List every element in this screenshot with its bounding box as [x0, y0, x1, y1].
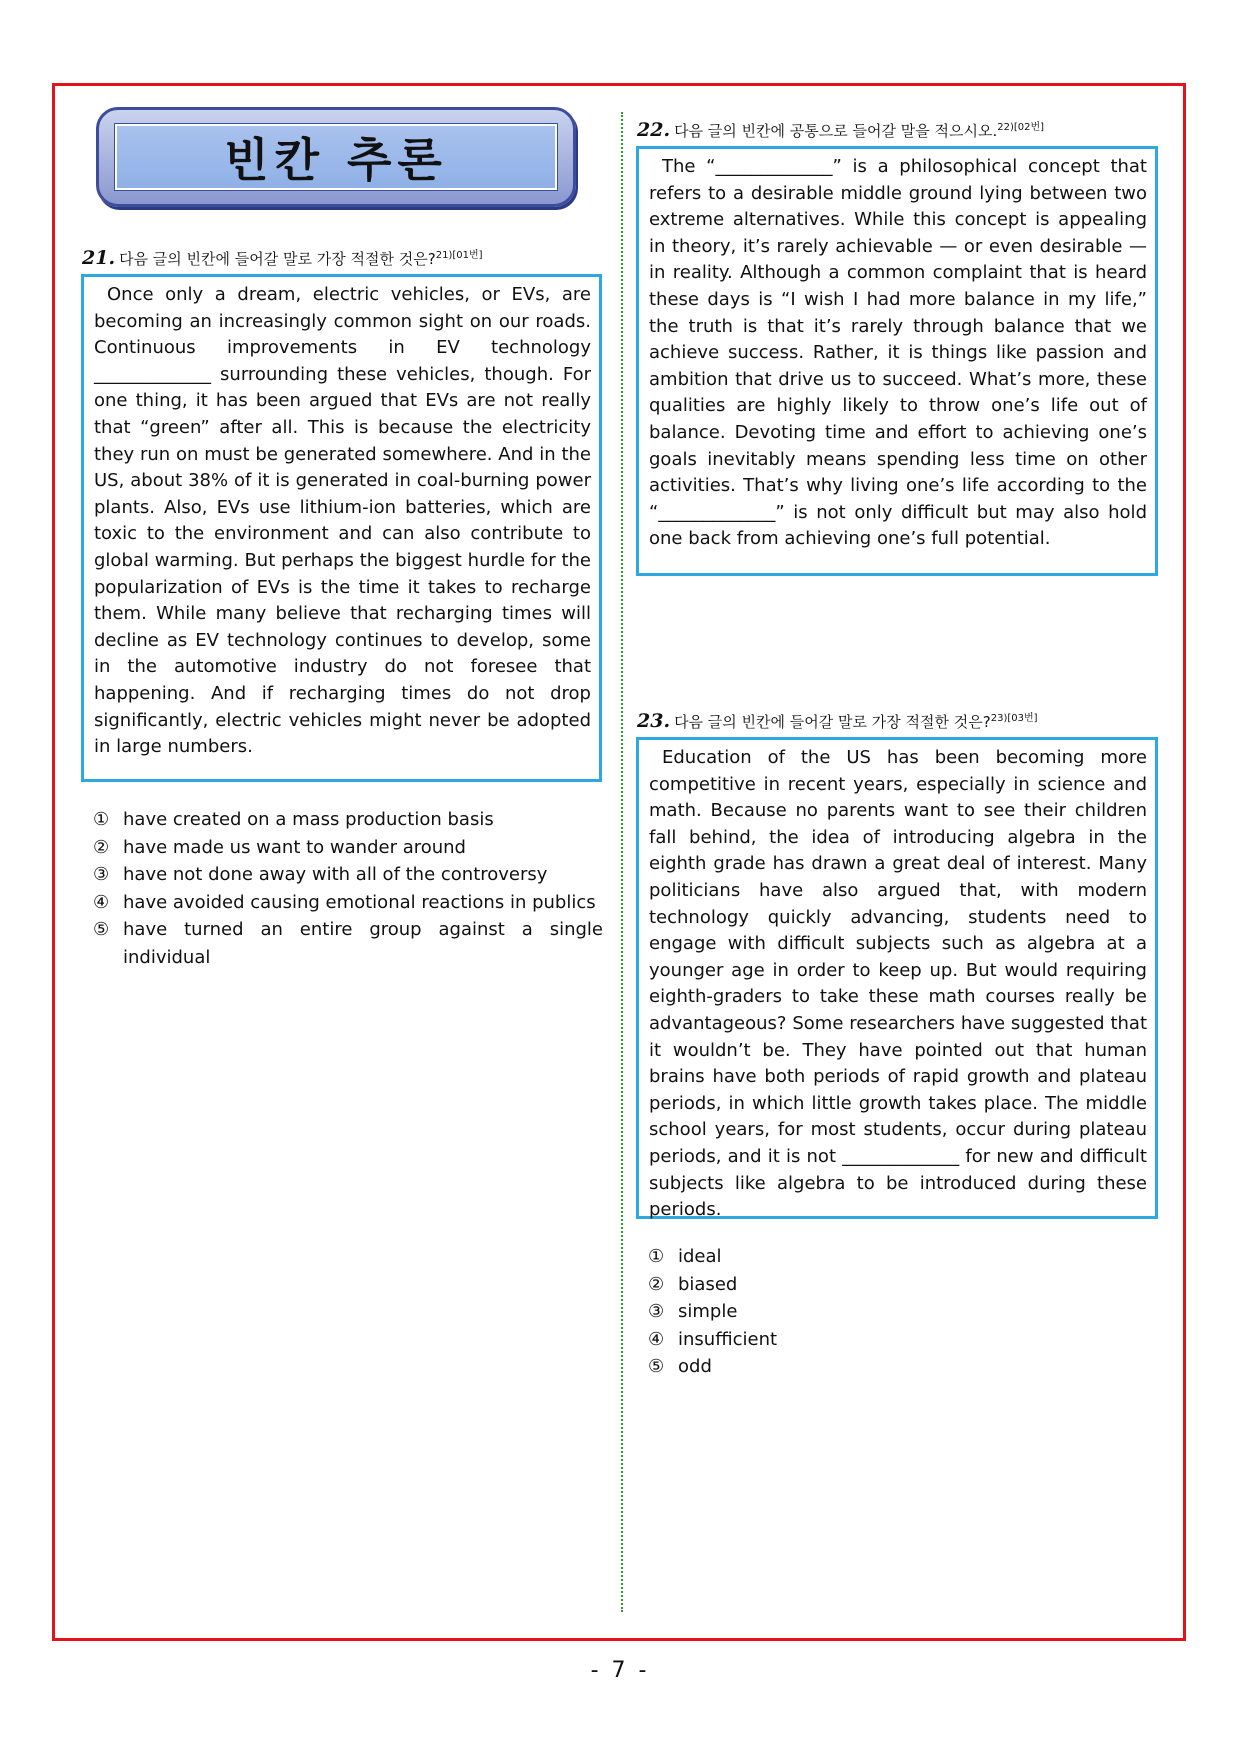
question-22-header — [637, 118, 1044, 141]
choice-text: have made us want to wander around — [123, 836, 466, 858]
choice-mark: ① — [93, 809, 110, 830]
choice-item[interactable] — [648, 1298, 948, 1326]
choice-item[interactable] — [93, 806, 603, 834]
choice-text: ideal — [678, 1246, 722, 1267]
choice-text: have avoided causing emotional reactions in publics — [123, 891, 596, 913]
choice-item[interactable] — [93, 834, 603, 862]
section-banner — [96, 107, 576, 207]
question-number: 21. — [82, 247, 116, 269]
question-ref: 23)[03번] — [990, 713, 1038, 724]
choice-mark: ⑤ — [648, 1356, 665, 1377]
question-ref: 21)[01번] — [435, 250, 483, 261]
question-23-passage-box — [636, 737, 1158, 1219]
choice-item[interactable] — [93, 916, 603, 971]
column-divider — [621, 112, 623, 1612]
choice-mark: ③ — [93, 864, 110, 885]
question-21-header — [82, 246, 483, 269]
choice-text: have created on a mass production basis — [123, 809, 494, 830]
question-number: 22. — [637, 119, 671, 141]
choice-text: have not done away with all of the controversy — [123, 864, 548, 885]
choice-item[interactable] — [648, 1271, 948, 1299]
question-instruction: 다음 글의 빈칸에 공통으로 들어갈 말을 적으시오. — [674, 122, 998, 140]
choice-text: biased — [678, 1273, 738, 1295]
question-21-choices — [93, 806, 603, 971]
question-22-passage-box — [636, 146, 1158, 576]
question-23-header — [637, 709, 1038, 732]
question-instruction: 다음 글의 빈칸에 들어갈 말로 가장 적절한 것은? — [674, 713, 991, 731]
question-21-passage: Once only a dream, electric vehicles, or EVs, are becoming an increasingly common sight on our roads. Continuous improvements in EV technology _____________ surrounding these vehicles, though. For one thing, it has been argued that EVs are not really that “green” after all. This is because the electricity they run on must be generated somewhere. And in the US, about 38% of it is generated in coal-burning power plants. Also, EVs use lithium-ion batteries, which are toxic to the environment and can also contribute to global warming. But perhaps the biggest hurdle for the popularization of EVs is the time it takes to recharge them. While many believe that recharging times will decline as EV technology continues to develop, some in the automotive industry do not foresee that happening. And if recharging times do not drop significantly, electric vehicles might never be adopted in large numbers. — [94, 284, 591, 758]
choice-mark: ② — [93, 836, 110, 858]
choice-mark: ④ — [93, 891, 110, 913]
choice-text: insufficient — [678, 1328, 778, 1350]
choice-item[interactable] — [93, 861, 603, 889]
choice-item[interactable] — [648, 1353, 948, 1381]
choice-text: have turned an entire group against a single individual — [123, 919, 603, 968]
question-23-passage: Education of the US has been becoming more competitive in recent years, especially in science and math. Because no parents want to see their children fall behind, the idea of introducing algebra in the eighth grade has drawn a great deal of interest. Many politicians have also argued that, with modern technology quickly advancing, students need to engage with difficult subjects such as algebra at a younger age in order to keep up. But would requiring eighth-graders to take these math courses really be advantageous? Some researchers have suggested that it wouldn’t be. They have pointed out that human brains have both periods of rapid growth and plateau periods, in which little growth takes place. The middle school years, for most students, occur during plateau periods, and it is not _____________ for new and difficult subjects like algebra to be introduced during these periods. — [649, 747, 1147, 1221]
choice-mark: ① — [648, 1246, 665, 1267]
page-number: - 7 - — [590, 1658, 650, 1683]
choice-mark: ④ — [648, 1328, 665, 1350]
choice-mark: ③ — [648, 1301, 665, 1322]
section-title: 빈칸 추론 — [224, 133, 448, 187]
section-banner-inner — [115, 124, 557, 190]
question-21-passage-box — [81, 274, 602, 782]
choice-mark: ② — [648, 1273, 665, 1295]
choice-item[interactable] — [648, 1243, 948, 1271]
choice-text: simple — [678, 1301, 738, 1322]
choice-mark: ⑤ — [93, 919, 110, 940]
question-instruction: 다음 글의 빈칸에 들어갈 말로 가장 적절한 것은? — [119, 250, 436, 268]
question-ref: 22)[02번] — [997, 122, 1045, 133]
question-23-choices — [648, 1243, 948, 1381]
choice-item[interactable] — [93, 889, 603, 917]
choice-item[interactable] — [648, 1326, 948, 1354]
question-22-passage: The “_____________” is a philosophical concept that refers to a desirable middle ground lying between two extreme alternatives. While this concept is appealing in theory, it’s rarely achievable — or even desirable — in reality. Although a common complaint that is heard these days is “I wish I had more balance in my life,” the truth is that it’s rarely through balance that we achieve success. Rather, it is things like passion and ambition that drive us to succeed. What’s more, these qualities are highly likely to throw one’s life out of balance. Devoting time and effort to achieving one’s goals inevitably means spending less time on other activities. That’s why living one’s life according to the “_____________” is not only difficult but may also hold one back from achieving one’s full potential. — [649, 156, 1147, 550]
choice-text: odd — [678, 1356, 712, 1377]
question-number: 23. — [637, 710, 671, 732]
